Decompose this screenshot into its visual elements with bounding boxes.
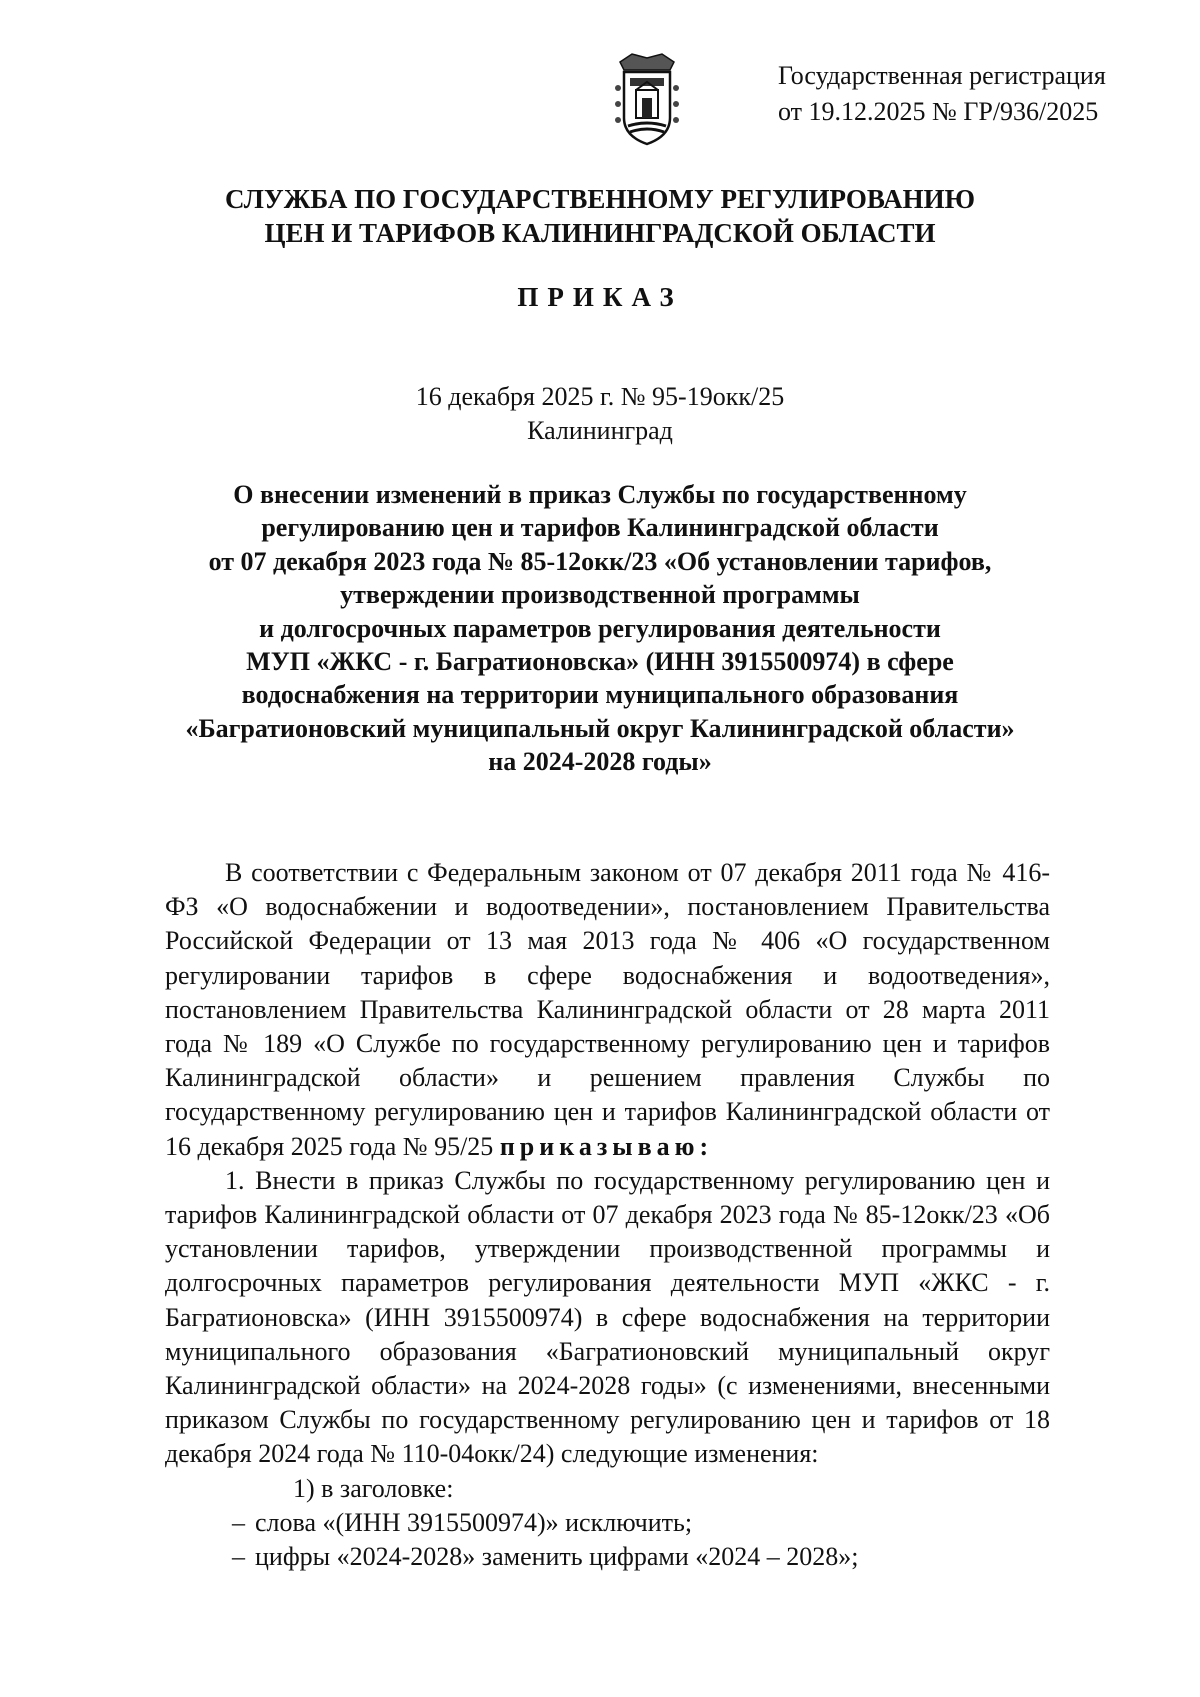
organization-name <box>0 182 1200 250</box>
list-item <box>165 1540 1050 1574</box>
subject-line: утверждении производственной программы <box>340 580 860 610</box>
order-subject <box>150 478 1050 779</box>
dash-marker: – <box>232 1507 245 1537</box>
list-item <box>165 1506 1050 1540</box>
order-word: приказываю: <box>499 1131 714 1161</box>
coat-of-arms-icon <box>612 48 682 148</box>
registration-line: Государственная регистрация <box>778 61 1106 90</box>
subject-line: регулированию цен и тарифов Калининградской области <box>261 513 939 543</box>
dash-marker: – <box>232 1542 245 1572</box>
point-1-paragraph: 1. Внести в приказ Службы по государственному регулированию цен и тарифов Калининградской области от 07 декабря 2023 года № 85-12окк/23 «Об установлении тарифов, утверждении производственной программы и долгосрочных параметров регулирования деятельности МУП «ЖКС - г. Багратионовска» (ИНН 3915500974) в сфере водоснабжения на территории муниципального образования «Багратионовский муниципальный округ Калининградской области» на 2024-2028 годы» (с изменениями, внесенными приказом Службы по государственному регулированию цен и тарифов от 18 декабря 2024 года № 110-04окк/24) следующие изменения: <box>165 1165 1050 1469</box>
registration-number: от 19.12.2025 № ГР/936/2025 <box>778 97 1099 126</box>
subject-line: и долгосрочных параметров регулирования деятельности <box>259 613 941 643</box>
preamble-text: В соответствии с Федеральным законом от 07 декабря 2011 года № 416-ФЗ «О водоснабжении и водоотведении», постановлением Правительства Российской Федерации от 13 мая 2013 года № 406 «О государственном регулировании тарифов в сфере водоснабжения и водоотведения», постановлением Правительства Калининградской области от 28 марта 2011 года № 189 «О Службе по государственному регулированию цен и тарифов Калининградской области» и решением правления Службы по государственному регулированию цен и тарифов Калининградской области от 16 декабря 2025 года № 95/25 <box>165 858 1050 1161</box>
list-item-text: цифры «2024-2028» заменить цифрами «2024 – 2028»; <box>255 1542 859 1572</box>
order-date-number: 16 декабря 2025 г. № 95-19окк/25 <box>415 382 785 411</box>
subject-line: МУП «ЖКС - г. Багратионовска» (ИНН 3915500974) в сфере <box>246 647 954 677</box>
list-item-text: слова «(ИНН 3915500974)» исключить; <box>255 1507 693 1537</box>
document-type-title: ПРИКАЗ <box>517 282 683 312</box>
subpoint-1: 1) в заголовке: <box>293 1473 454 1503</box>
subject-line: на 2024-2028 годы» <box>488 747 712 777</box>
subject-line: от 07 декабря 2023 года № 85-12окк/23 «Об установлении тарифов, <box>208 546 992 576</box>
order-body <box>165 856 1050 1574</box>
organization-line: СЛУЖБА ПО ГОСУДАРСТВЕННОМУ РЕГУЛИРОВАНИЮ <box>224 184 976 214</box>
subject-line: О внесении изменений в приказ Службы по государственному <box>233 480 967 509</box>
subject-line: «Багратионовский муниципальный округ Калининградской области» <box>185 713 1015 743</box>
order-city: Калининград <box>527 416 673 445</box>
subject-line: водоснабжения на территории муниципального образования <box>241 680 959 710</box>
registration-stamp <box>778 58 1178 130</box>
organization-line: ЦЕН И ТАРИФОВ КАЛИНИНГРАДСКОЙ ОБЛАСТИ <box>264 218 936 248</box>
preamble-paragraph <box>165 856 1050 1164</box>
